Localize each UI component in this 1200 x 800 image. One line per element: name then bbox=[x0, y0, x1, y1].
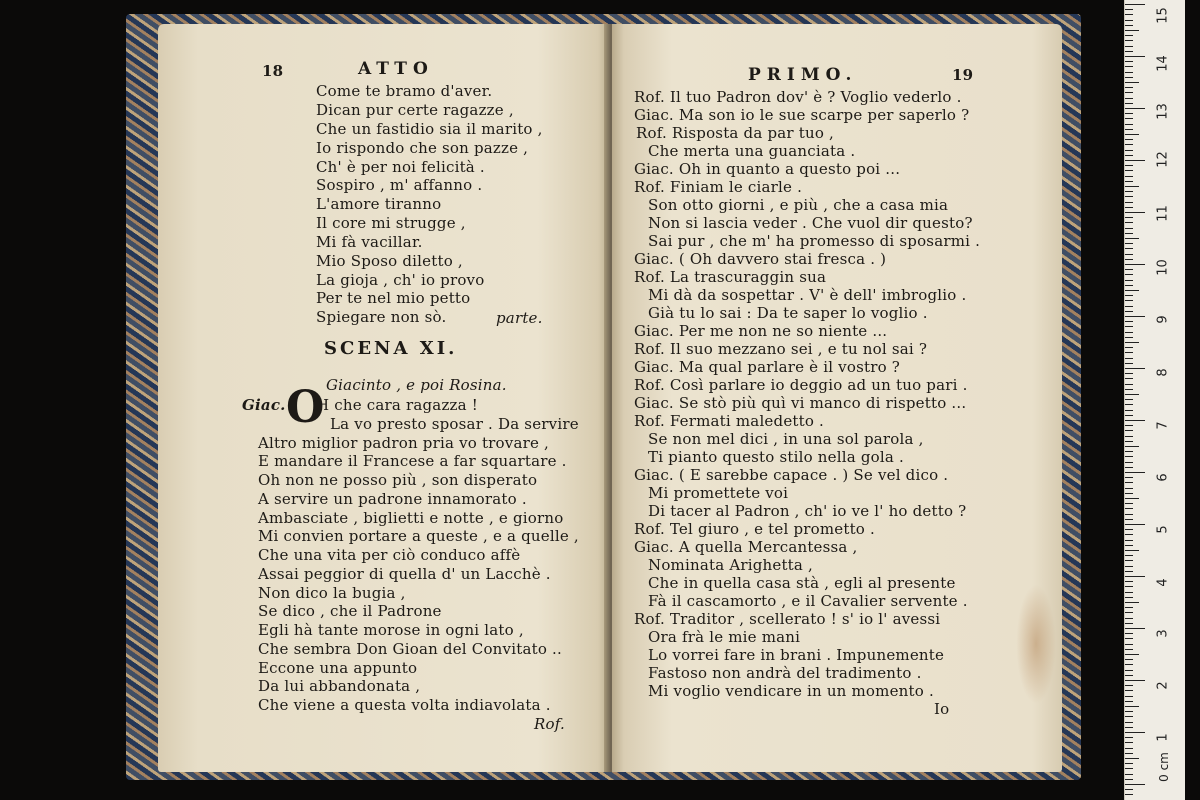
ruler-tick bbox=[1125, 212, 1145, 213]
drop-cap: O bbox=[286, 382, 325, 433]
ruler-tick bbox=[1125, 644, 1133, 645]
text-line: Da lui abbandonata , bbox=[258, 677, 421, 695]
text-line: Rof. Risposta da par tuo , bbox=[636, 124, 834, 142]
ruler-tick bbox=[1125, 363, 1133, 364]
ruler-tick bbox=[1125, 186, 1139, 187]
ruler-unit-label: 0 cm bbox=[1157, 752, 1171, 782]
ruler-tick bbox=[1125, 623, 1133, 624]
ruler-tick bbox=[1125, 722, 1133, 723]
ruler-tick bbox=[1125, 519, 1133, 520]
ruler-tick bbox=[1125, 92, 1133, 93]
text-line: Giac. ( E sarebbe capace . ) Se vel dico . bbox=[634, 466, 949, 484]
ruler-tick bbox=[1125, 737, 1133, 738]
text-line: Giac. Per me non ne so niente ... bbox=[634, 322, 888, 340]
ruler-tick bbox=[1125, 4, 1145, 5]
ruler-tick bbox=[1125, 347, 1133, 348]
text-line: Assai peggior di quella d' un Lacchè . bbox=[258, 565, 551, 583]
ruler-tick bbox=[1125, 711, 1133, 712]
text-line: La vo presto sposar . Da servire bbox=[330, 415, 579, 433]
ruler-tick bbox=[1125, 321, 1133, 322]
ruler-number: 12 bbox=[1155, 151, 1171, 168]
text-line: Spiegare non sò. bbox=[316, 308, 447, 326]
ruler-tick bbox=[1125, 779, 1133, 780]
ruler-tick bbox=[1125, 72, 1133, 73]
text-line: E mandare il Francese a far squartare . bbox=[258, 452, 567, 470]
text-line: Già tu lo sai : Da te saper lo voglio . bbox=[648, 304, 928, 322]
text-line: Ambasciate , biglietti e notte , e giorno bbox=[258, 509, 564, 527]
text-line: Lo vorrei fare in brani . Impunemente bbox=[648, 646, 945, 664]
ruler-tick bbox=[1125, 316, 1145, 317]
ruler-tick bbox=[1125, 529, 1133, 530]
ruler-tick bbox=[1125, 649, 1133, 650]
ruler-tick bbox=[1125, 196, 1133, 197]
ruler-tick bbox=[1125, 274, 1133, 275]
ruler-tick bbox=[1125, 680, 1145, 681]
ruler-tick bbox=[1125, 748, 1133, 749]
text-line: Son otto giorni , e più , che a casa mia bbox=[648, 196, 949, 214]
ruler-tick bbox=[1125, 727, 1133, 728]
ruler-tick bbox=[1125, 181, 1133, 182]
ruler-tick bbox=[1125, 202, 1133, 203]
speaker-label: Giac. bbox=[242, 396, 286, 414]
text-line: Ch' è per noi felicità . bbox=[316, 158, 485, 176]
ruler-tick bbox=[1125, 394, 1139, 395]
text-line: Che merta una guanciata . bbox=[648, 142, 856, 160]
ruler-tick bbox=[1125, 571, 1133, 572]
ruler-number: 6 bbox=[1155, 473, 1171, 482]
ruler-number: 9 bbox=[1155, 315, 1171, 324]
ruler-tick bbox=[1125, 430, 1133, 431]
ruler-tick bbox=[1125, 238, 1139, 239]
ruler-tick bbox=[1125, 524, 1145, 525]
ruler-tick bbox=[1125, 742, 1133, 743]
ruler-tick bbox=[1125, 503, 1133, 504]
ruler-tick bbox=[1125, 243, 1133, 244]
text-line: Giac. Se stò più quì vi manco di rispetto ... bbox=[634, 394, 967, 412]
ruler-tick bbox=[1125, 144, 1133, 145]
ruler-number: 5 bbox=[1155, 525, 1171, 534]
ruler-tick bbox=[1125, 638, 1133, 639]
text-line: Che una vita per ciò conduco affè bbox=[258, 546, 521, 564]
text-line: Giac. ( Oh davvero stai fresca . ) bbox=[634, 250, 887, 268]
text-line: Rof. Il tuo Padron dov' è ? Voglio vederlo . bbox=[634, 88, 962, 106]
ruler-tick bbox=[1125, 425, 1133, 426]
ruler-tick bbox=[1125, 482, 1133, 483]
ruler-tick bbox=[1125, 20, 1133, 21]
ruler-tick bbox=[1125, 358, 1133, 359]
ruler-tick bbox=[1125, 451, 1133, 452]
ruler-tick bbox=[1125, 248, 1133, 249]
catchword-right: Io bbox=[934, 700, 950, 718]
ruler-tick bbox=[1125, 763, 1133, 764]
ruler-tick bbox=[1125, 758, 1139, 759]
ruler-tick bbox=[1125, 134, 1139, 135]
ruler-tick bbox=[1125, 326, 1133, 327]
ruler-tick bbox=[1125, 108, 1145, 109]
ruler-tick bbox=[1125, 488, 1133, 489]
ruler-tick bbox=[1125, 228, 1133, 229]
left-page bbox=[158, 24, 610, 772]
ruler-tick bbox=[1125, 373, 1133, 374]
ruler-tick bbox=[1125, 87, 1133, 88]
ruler-tick bbox=[1125, 280, 1133, 281]
ruler-number: 3 bbox=[1155, 629, 1171, 638]
ruler-tick bbox=[1125, 685, 1133, 686]
ruler-tick bbox=[1125, 555, 1133, 556]
text-line: Mi dà da sospettar . V' è dell' imbroglio . bbox=[648, 286, 967, 304]
ruler-tick bbox=[1125, 404, 1133, 405]
ruler-tick bbox=[1125, 40, 1133, 41]
ruler-tick bbox=[1125, 378, 1133, 379]
measurement-ruler bbox=[1124, 0, 1185, 800]
ruler-tick bbox=[1125, 61, 1133, 62]
text-line: Non si lascia veder . Che vuol dir questo? bbox=[648, 214, 973, 232]
ruler-tick bbox=[1125, 410, 1133, 411]
ruler-number: 4 bbox=[1155, 578, 1171, 587]
ruler-tick bbox=[1125, 14, 1133, 15]
ruler-tick bbox=[1125, 150, 1133, 151]
ruler-tick bbox=[1125, 659, 1133, 660]
ruler-tick bbox=[1125, 654, 1139, 655]
text-line: Rof. La trascuraggin sua bbox=[634, 268, 827, 286]
ruler-tick bbox=[1125, 285, 1133, 286]
text-line: Fastoso non andrà del tradimento . bbox=[648, 664, 922, 682]
ruler-tick bbox=[1125, 467, 1133, 468]
ruler-tick bbox=[1125, 389, 1133, 390]
text-line: Di tacer al Padron , ch' io ve l' ho detto ? bbox=[648, 502, 967, 520]
ruler-tick bbox=[1125, 352, 1133, 353]
ruler-tick bbox=[1125, 753, 1133, 754]
scene-characters: Giacinto , e poi Rosina. bbox=[326, 376, 507, 394]
text-line: Rof. Il suo mezzano sei , e tu nol sai ? bbox=[634, 340, 928, 358]
scene-title: SCENA XI. bbox=[324, 338, 458, 359]
ruler-tick bbox=[1125, 628, 1145, 629]
text-line: Rof. Così parlare io deggio ad un tuo pari . bbox=[634, 376, 968, 394]
ruler-tick bbox=[1125, 716, 1133, 717]
ruler-tick bbox=[1125, 222, 1133, 223]
ruler-tick bbox=[1125, 477, 1133, 478]
ruler-tick bbox=[1125, 311, 1133, 312]
ruler-tick bbox=[1125, 9, 1133, 10]
ruler-tick bbox=[1125, 399, 1133, 400]
ruler-tick bbox=[1125, 254, 1133, 255]
text-line: Giac. Ma qual parlare è il vostro ? bbox=[634, 358, 901, 376]
ruler-tick bbox=[1125, 82, 1139, 83]
ruler-tick bbox=[1125, 618, 1133, 619]
ruler-tick bbox=[1125, 592, 1133, 593]
ruler-tick bbox=[1125, 706, 1139, 707]
text-line: La gioja , ch' io provo bbox=[316, 271, 485, 289]
ruler-tick bbox=[1125, 540, 1133, 541]
text-line: Se non mel dici , in una sol parola , bbox=[648, 430, 924, 448]
ruler-tick bbox=[1125, 306, 1133, 307]
ruler-tick bbox=[1125, 160, 1145, 161]
running-head-right: PRIMO. bbox=[748, 65, 858, 85]
ruler-tick bbox=[1125, 602, 1139, 603]
ruler-tick bbox=[1125, 612, 1133, 613]
ruler-tick bbox=[1125, 498, 1139, 499]
ruler-tick bbox=[1125, 586, 1133, 587]
ruler-tick bbox=[1125, 508, 1133, 509]
text-line: Egli hà tante morose in ogni lato , bbox=[258, 621, 524, 639]
ruler-tick bbox=[1125, 35, 1133, 36]
ruler-tick bbox=[1125, 170, 1133, 171]
ruler-tick bbox=[1125, 607, 1133, 608]
text-line: Giac. Oh in quanto a questo poi ... bbox=[634, 160, 901, 178]
text-line: Mi fà vacillar. bbox=[316, 233, 423, 251]
ruler-tick bbox=[1125, 233, 1133, 234]
ruler-tick bbox=[1125, 139, 1133, 140]
text-line: Rof. Tel giuro , e tel prometto . bbox=[634, 520, 875, 538]
ruler-tick bbox=[1125, 441, 1133, 442]
ruler-tick bbox=[1125, 259, 1133, 260]
text-line: Non dico la bugia , bbox=[258, 584, 406, 602]
ruler-tick bbox=[1125, 337, 1133, 338]
ruler-tick bbox=[1125, 462, 1133, 463]
ruler-number: 1 bbox=[1155, 733, 1171, 742]
ruler-number: 13 bbox=[1155, 103, 1171, 120]
ruler-tick bbox=[1125, 384, 1133, 385]
ruler-tick bbox=[1125, 774, 1133, 775]
ruler-number: 2 bbox=[1155, 681, 1171, 690]
ruler-tick bbox=[1125, 155, 1133, 156]
ruler-tick bbox=[1125, 66, 1133, 67]
ruler-tick bbox=[1125, 124, 1133, 125]
text-line: Come te bramo d'aver. bbox=[316, 82, 493, 100]
ruler-tick bbox=[1125, 290, 1139, 291]
ruler-tick bbox=[1125, 696, 1133, 697]
ruler-tick bbox=[1125, 794, 1133, 795]
ruler-number: 15 bbox=[1155, 7, 1171, 24]
ruler-tick bbox=[1125, 768, 1133, 769]
ruler-tick bbox=[1125, 597, 1133, 598]
ruler-tick bbox=[1125, 633, 1133, 634]
ruler-tick bbox=[1125, 30, 1139, 31]
ruler-tick bbox=[1125, 51, 1133, 52]
page-number-right: 19 bbox=[952, 66, 974, 84]
ruler-tick bbox=[1125, 191, 1133, 192]
text-line: Mi convien portare a queste , e a quelle , bbox=[258, 527, 579, 545]
ruler-number: 14 bbox=[1155, 55, 1171, 72]
ruler-tick bbox=[1125, 56, 1145, 57]
ruler-tick bbox=[1125, 103, 1133, 104]
ruler-number: 7 bbox=[1155, 421, 1171, 430]
text-line: Mi promettete voi bbox=[648, 484, 789, 502]
ruler-tick bbox=[1125, 560, 1133, 561]
text-line: Ora frà le mie mani bbox=[648, 628, 801, 646]
ruler-tick bbox=[1125, 420, 1145, 421]
ruler-tick bbox=[1125, 295, 1133, 296]
text-line: Oh non ne posso più , son disperato bbox=[258, 471, 538, 489]
ruler-tick bbox=[1125, 176, 1133, 177]
text-line: Sospiro , m' affanno . bbox=[316, 176, 483, 194]
text-line: Mio Sposo diletto , bbox=[316, 252, 463, 270]
ruler-tick bbox=[1125, 207, 1133, 208]
ruler-tick bbox=[1125, 269, 1133, 270]
ruler-tick bbox=[1125, 264, 1145, 265]
ruler-tick bbox=[1125, 670, 1133, 671]
ruler-tick bbox=[1125, 784, 1145, 785]
text-line: L'amore tiranno bbox=[316, 195, 442, 213]
ruler-tick bbox=[1125, 98, 1133, 99]
ruler-number: 10 bbox=[1155, 259, 1171, 276]
text-line: Che in quella casa stà , egli al presente bbox=[648, 574, 956, 592]
text-line: Sai pur , che m' ha promesso di sposarmi . bbox=[648, 232, 981, 250]
ruler-tick bbox=[1125, 576, 1145, 577]
text-line: Rof. Fermati maledetto . bbox=[634, 412, 825, 430]
ruler-tick bbox=[1125, 129, 1133, 130]
text-line: Rof. Traditor , scellerato ! s' io l' avessi bbox=[634, 610, 941, 628]
text-line: A servire un padrone innamorato . bbox=[258, 490, 527, 508]
text-line: Ti pianto questo stilo nella gola . bbox=[648, 448, 904, 466]
text-line: Se dico , che il Padrone bbox=[258, 602, 442, 620]
ruler-tick bbox=[1125, 415, 1133, 416]
text-line: H che cara ragazza ! bbox=[316, 396, 478, 414]
ruler-tick bbox=[1125, 550, 1139, 551]
ruler-tick bbox=[1125, 165, 1133, 166]
ruler-number: 11 bbox=[1155, 205, 1171, 222]
ruler-tick bbox=[1125, 701, 1133, 702]
text-line: Nominata Arighetta , bbox=[648, 556, 813, 574]
text-line: Per te nel mio petto bbox=[316, 289, 471, 307]
text-line: Giac. Ma son io le sue scarpe per saperlo ? bbox=[634, 106, 970, 124]
text-line: Eccone una appunto bbox=[258, 659, 418, 677]
ruler-tick bbox=[1125, 534, 1133, 535]
ruler-tick bbox=[1125, 217, 1133, 218]
ruler-tick bbox=[1125, 118, 1133, 119]
text-line: Mi voglio vendicare in un momento . bbox=[648, 682, 934, 700]
text-line: Che sembra Don Gioan del Convitato .. bbox=[258, 640, 562, 658]
ruler-tick bbox=[1125, 113, 1133, 114]
text-line: Dican pur certe ragazze , bbox=[316, 101, 514, 119]
ruler-tick bbox=[1125, 25, 1133, 26]
ruler-tick bbox=[1125, 472, 1145, 473]
catchword-left: Rof. bbox=[534, 715, 565, 733]
ruler-tick bbox=[1125, 342, 1139, 343]
ruler-tick bbox=[1125, 675, 1133, 676]
text-line: Rof. Finiam le ciarle . bbox=[634, 178, 803, 196]
ruler-tick bbox=[1125, 545, 1133, 546]
ruler-tick bbox=[1125, 789, 1133, 790]
ruler-tick bbox=[1125, 332, 1133, 333]
ruler-tick bbox=[1125, 77, 1133, 78]
text-line: Che un fastidio sia il marito , bbox=[316, 120, 543, 138]
ruler-tick bbox=[1125, 566, 1133, 567]
ruler-tick bbox=[1125, 664, 1133, 665]
ruler-tick bbox=[1125, 436, 1133, 437]
ruler-number: 8 bbox=[1155, 368, 1171, 377]
text-line: Che viene a questa volta indiavolata . bbox=[258, 696, 551, 714]
text-line: Altro miglior padron pria vo trovare , bbox=[258, 434, 549, 452]
ruler-tick bbox=[1125, 46, 1133, 47]
right-page bbox=[612, 24, 1062, 772]
text-line: Il core mi strugge , bbox=[316, 214, 466, 232]
ruler-tick bbox=[1125, 446, 1139, 447]
text-line: Fà il cascamorto , e il Cavalier servente . bbox=[648, 592, 968, 610]
exit-direction: parte. bbox=[496, 309, 543, 327]
ruler-tick bbox=[1125, 690, 1133, 691]
running-head-left: ATTO bbox=[358, 59, 434, 79]
ruler-tick bbox=[1125, 493, 1133, 494]
page-number-left: 18 bbox=[262, 62, 284, 80]
ruler-tick bbox=[1125, 300, 1133, 301]
ruler-tick bbox=[1125, 732, 1145, 733]
text-line: Giac. A quella Mercantessa , bbox=[634, 538, 858, 556]
ruler-tick bbox=[1125, 514, 1133, 515]
text-line: Io rispondo che son pazze , bbox=[316, 139, 529, 157]
ruler-tick bbox=[1125, 456, 1133, 457]
ruler-tick bbox=[1125, 368, 1145, 369]
ruler-tick bbox=[1125, 581, 1133, 582]
